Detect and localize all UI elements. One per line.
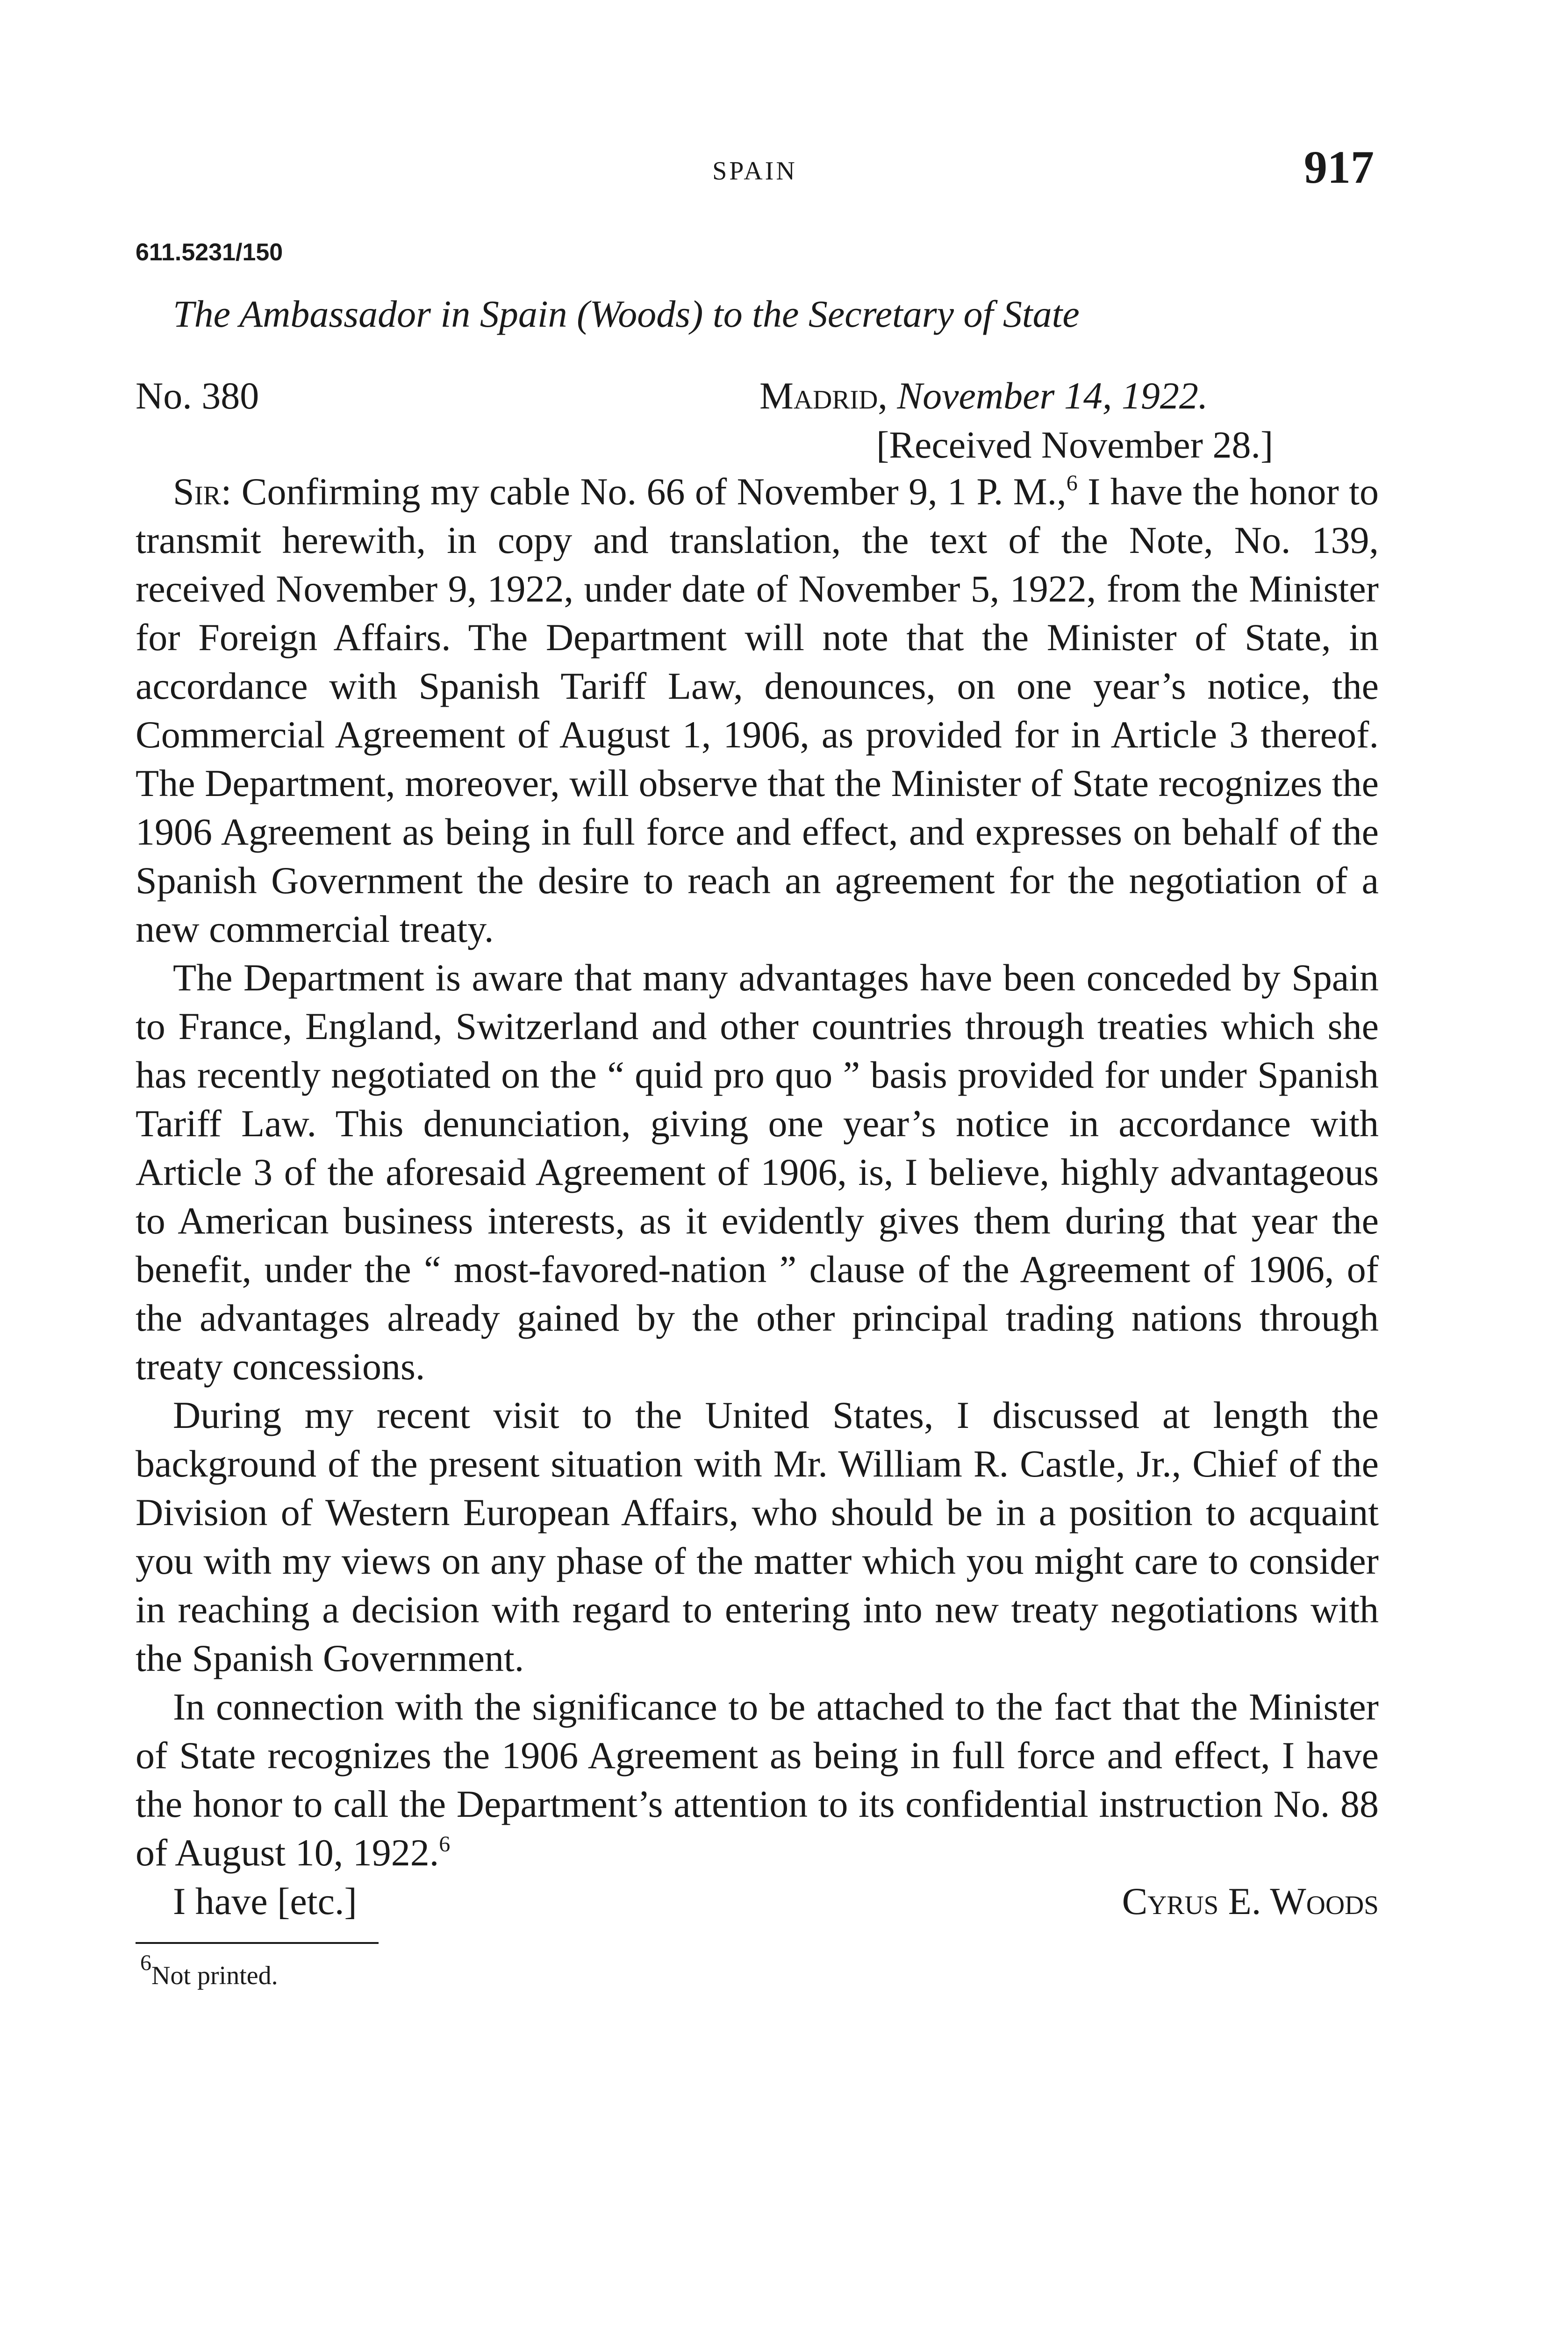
paragraph-3: During my recent visit to the United States, I discussed at length the background of the present situation with Mr. William R. Castle, Jr., Chief of the Division of Western European Affairs, who should be in a position to acquaint you with my views on any phase of the matter which you might care to consider in reaching a decision with regard to entering into new treaty negotiations with the Spanish Government. [136,1394,1379,1679]
file-number: 611.5231/150 [136,239,283,266]
dispatch-number: No. 380 [136,374,259,417]
paragraph-1 [136,467,1379,953]
footnote-divider [136,1942,379,1944]
heading-part-1: The Ambassador in Spain ( [173,293,590,335]
paragraph-2: The Department is aware that many advantages have been conceded by Spain to France, England, Switzerland and other countries through treaties which she has recently negotiated on the “ quid pro quo ” basis provided for under Spanish Tariff Law. This denunciation, giving one year’s notice in accordance with Article 3 of the aforesaid Agreement of 1906, is, I believe, highly advantageous to American business interests, as it evidently gives them during that year the benefit, under the “ most-favored-nation ” clause of the Agreement of 1906, of the advantages already gained by the other principal trading nations through treaty concessions. [136,956,1379,1388]
paragraph-1-part-b: I have the honor to transmit herewith, in copy and translation, the text of the Note, No. 139, received November 9, 1922, under date of November 5, 1922, from the Minister for Foreign Affairs. The Department will note that the Minister of State, in accordance with Spanish Tariff Law, denounces, on one year’s notice, the Commercial Agreement of August 1, 1906, as provided for in Article 3 thereof. The Department, moreover, will observe that the Minister of State recognizes the 1906 Agreement as being in full force and effect, and expresses on behalf of the Spanish Government the desire to reach an agreement for the negotiation of a new commercial treaty. [136,470,1379,950]
footnote-ref: 6 [1066,471,1078,495]
received-date: [Received November 28.] [876,423,1274,466]
footnote [140,1950,278,1991]
heading-name: Woods [589,293,691,335]
complimentary-close: I have [etc.] [173,1880,357,1922]
paragraph-4-text: In connection with the significance to be attached to the fact that the Minister of State recognizes the 1906 Agreement as being in full force and effect, I have the honor to call the Department’s attention to its confidential instruction No. 88 of August 10, 1922. [136,1685,1379,1874]
running-title: SPAIN [712,157,797,186]
paragraph-1-part-a: Confirming my cable No. 66 of November 9, 1 P. M., [241,470,1067,513]
date: November 14, 1922. [897,374,1208,417]
place-date-line [759,374,1208,418]
letter-body [136,467,1379,1926]
footnote-text: Not printed. [151,1961,278,1990]
footnote-ref: 6 [439,1832,451,1857]
closing-line [173,1877,1379,1926]
footnotes [140,1950,278,1991]
place: Madrid, [759,374,888,417]
footnote-mark: 6 [140,1950,151,1975]
document-heading [173,292,1080,336]
heading-part-2: ) to the Secretary of State [690,293,1080,335]
page-number: 917 [1304,141,1374,193]
running-head [136,140,1374,206]
signature: Cyrus E. Woods [1122,1880,1379,1922]
paragraph-4 [136,1683,1379,1877]
salutation: Sir: [173,470,232,513]
